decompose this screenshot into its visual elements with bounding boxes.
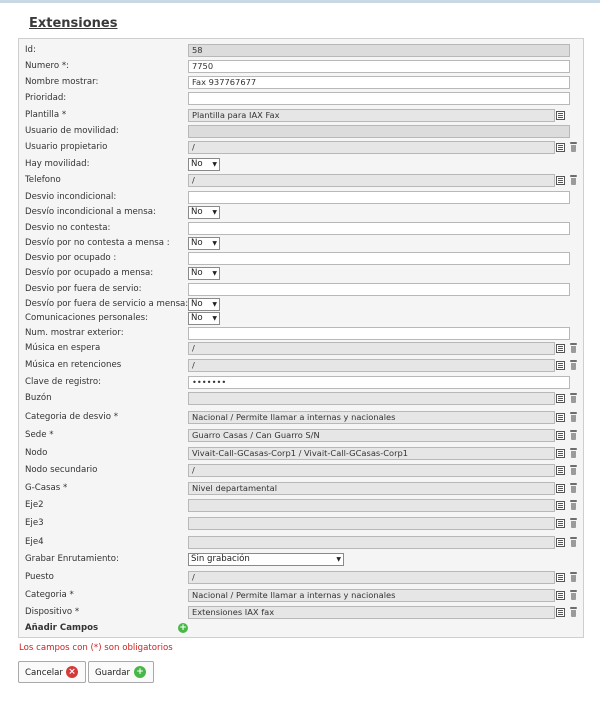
field-label: Categoria * (25, 590, 74, 600)
text-input[interactable] (188, 222, 570, 235)
list-icon[interactable] (556, 394, 565, 403)
field-label: Hay movilidad: (25, 159, 90, 169)
select-value: No (191, 299, 203, 309)
field-label: Nodo secundario (25, 465, 98, 475)
field-label: Dispositivo * (25, 607, 80, 617)
text-input: 58 (188, 44, 570, 57)
top-border (0, 0, 600, 3)
chevron-down-icon: ▼ (212, 209, 217, 216)
select-dropdown[interactable] (188, 298, 220, 311)
field-label: Telefono (25, 175, 61, 185)
trash-icon[interactable] (570, 518, 577, 528)
field-label: Desvío por ocupado a mensa: (25, 268, 154, 278)
picker-field[interactable]: / (188, 464, 555, 477)
select-dropdown[interactable] (188, 158, 220, 171)
save-icon: + (134, 666, 146, 678)
field-label: Desvio no contesta: (25, 223, 111, 233)
picker-field[interactable]: Guarro Casas / Can Guarro S/N (188, 429, 555, 442)
list-icon[interactable] (556, 591, 565, 600)
trash-icon[interactable] (570, 343, 577, 353)
text-input[interactable] (188, 191, 570, 204)
list-icon[interactable] (556, 501, 565, 510)
picker-field[interactable]: / (188, 571, 555, 584)
list-icon[interactable] (556, 573, 565, 582)
trash-icon[interactable] (570, 175, 577, 185)
field-label: Categoria de desvio * (25, 412, 119, 422)
field-label: Numero *: (25, 61, 70, 71)
list-icon[interactable] (556, 484, 565, 493)
add-fields-icon[interactable]: + (179, 623, 187, 633)
save-button[interactable] (88, 661, 154, 683)
picker-field[interactable] (188, 392, 555, 405)
select-dropdown[interactable] (188, 237, 220, 250)
picker-field[interactable]: Plantilla para IAX Fax (188, 109, 555, 122)
field-label: Buzón (25, 393, 52, 403)
trash-icon[interactable] (570, 142, 577, 152)
field-label: G-Casas * (25, 483, 68, 493)
trash-icon[interactable] (570, 393, 577, 403)
select-value: No (191, 313, 203, 323)
list-icon[interactable] (556, 344, 565, 353)
picker-field[interactable] (188, 536, 555, 549)
select-dropdown[interactable] (188, 312, 220, 325)
picker-field[interactable]: Vivait-Call-GCasas-Corp1 / Vivait-Call-GCasas-Corp1 (188, 447, 555, 460)
save-label: Guardar (95, 668, 131, 678)
list-icon[interactable] (556, 111, 565, 120)
field-label: Desvio por fuera de servio: (25, 284, 142, 294)
field-label: Prioridad: (25, 93, 67, 103)
chevron-down-icon: ▼ (212, 240, 217, 247)
field-label: Eje4 (25, 537, 44, 547)
text-input[interactable] (188, 92, 570, 105)
cancel-icon: × (66, 666, 78, 678)
field-label: Grabar Enrutamiento: (25, 554, 119, 564)
picker-field[interactable] (188, 499, 555, 512)
text-input[interactable]: Fax 937767677 (188, 76, 570, 89)
field-label: Plantilla * (25, 110, 67, 120)
list-icon[interactable] (556, 466, 565, 475)
text-input[interactable]: 7750 (188, 60, 570, 73)
field-label: Usuario de movilidad: (25, 126, 119, 136)
list-icon[interactable] (556, 538, 565, 547)
add-fields-label[interactable]: Añadir Campos (25, 623, 99, 633)
field-label: Desvío por fuera de servicio a mensa: (25, 299, 189, 309)
cancel-button[interactable] (18, 661, 86, 683)
select-value: No (191, 268, 203, 278)
picker-field[interactable]: / (188, 342, 555, 355)
chevron-down-icon: ▼ (212, 161, 217, 168)
field-label: Puesto (25, 572, 54, 582)
field-label: Num. mostrar exterior: (25, 328, 124, 338)
text-input[interactable] (188, 283, 570, 296)
field-label: Usuario propietario (25, 142, 108, 152)
list-icon[interactable] (556, 449, 565, 458)
field-label: Nombre mostrar: (25, 77, 99, 87)
list-icon[interactable] (556, 143, 565, 152)
select-dropdown[interactable] (188, 267, 220, 280)
field-label: Id: (25, 45, 36, 55)
select-dropdown[interactable] (188, 553, 344, 566)
picker-field[interactable]: Nacional / Permite llamar a internas y nacionales (188, 589, 555, 602)
text-input[interactable]: ••••••• (188, 376, 570, 389)
field-label: Nodo (25, 448, 48, 458)
picker-field[interactable]: / (188, 174, 555, 187)
list-icon[interactable] (556, 431, 565, 440)
trash-icon[interactable] (570, 360, 577, 370)
trash-icon[interactable] (570, 500, 577, 510)
list-icon[interactable] (556, 413, 565, 422)
field-label: Desvío incondicional a mensa: (25, 207, 156, 217)
trash-icon[interactable] (570, 483, 577, 493)
field-label: Eje2 (25, 500, 44, 510)
select-value: No (191, 238, 203, 248)
list-icon[interactable] (556, 608, 565, 617)
trash-icon[interactable] (570, 537, 577, 547)
trash-icon[interactable] (570, 412, 577, 422)
field-label: Sede * (25, 430, 54, 440)
field-label: Eje3 (25, 518, 44, 528)
select-value: No (191, 159, 203, 169)
trash-icon[interactable] (570, 607, 577, 617)
text-input[interactable] (188, 252, 570, 265)
field-label: Música en espera (25, 343, 101, 353)
list-icon[interactable] (556, 176, 565, 185)
chevron-down-icon: ▼ (212, 270, 217, 277)
chevron-down-icon: ▼ (212, 301, 217, 308)
field-label: Desvío por no contesta a mensa : (25, 238, 170, 248)
chevron-down-icon: ▼ (212, 315, 217, 322)
field-label: Comunicaciones personales: (25, 313, 148, 323)
picker-field[interactable] (188, 517, 555, 530)
required-fields-note: Los campos con (*) son obligatorios (19, 643, 173, 653)
trash-icon[interactable] (570, 590, 577, 600)
text-input (188, 125, 570, 138)
chevron-down-icon: ▼ (336, 556, 341, 563)
picker-field[interactable]: Nivel departamental (188, 482, 555, 495)
trash-icon[interactable] (570, 465, 577, 475)
picker-field[interactable]: Extensiones IAX fax (188, 606, 555, 619)
field-label: Música en retenciones (25, 360, 122, 370)
list-icon[interactable] (556, 361, 565, 370)
select-dropdown[interactable] (188, 206, 220, 219)
field-label: Desvio incondicional: (25, 192, 117, 202)
trash-icon[interactable] (570, 572, 577, 582)
field-label: Desvio por ocupado : (25, 253, 117, 263)
picker-field[interactable]: / (188, 141, 555, 154)
trash-icon[interactable] (570, 448, 577, 458)
page-title: Extensiones (29, 16, 118, 31)
extension-form (18, 38, 584, 638)
list-icon[interactable] (556, 519, 565, 528)
picker-field[interactable]: Nacional / Permite llamar a internas y nacionales (188, 411, 555, 424)
trash-icon[interactable] (570, 430, 577, 440)
field-label: Clave de registro: (25, 377, 102, 387)
select-value: No (191, 207, 203, 217)
text-input[interactable] (188, 327, 570, 340)
select-value: Sin grabación (191, 554, 250, 564)
cancel-label: Cancelar (25, 668, 63, 678)
picker-field[interactable]: / (188, 359, 555, 372)
